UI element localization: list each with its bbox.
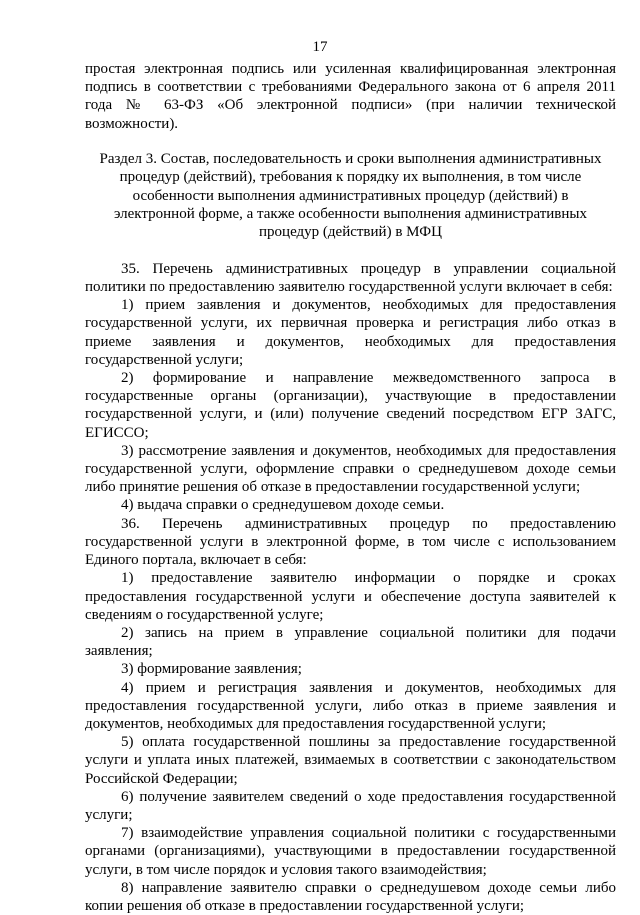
list-item-36-7: 7) взаимодействие управления социальной политики с государственными органами (организациями), участвующими в предоставлении государственной услуги, в том числе порядок и условия такого взаимодействия; (85, 825, 616, 878)
list-item-36-3: 3) формирование заявления; (121, 661, 302, 678)
list-item-36-5: 5) оплата государственной пошлины за предоставление государственной услуги и уплата иных платежей, взимаемых в соответствии с законодательством Российской Федерации; (85, 734, 616, 787)
document-body (85, 60, 616, 915)
list-item-36-6: 6) получение заявителем сведений о ходе предоставления государственной услуги; (85, 788, 616, 823)
list-item-36-2: 2) запись на прием в управление социальной политики для подачи заявления; (85, 624, 616, 660)
list-item-35-2: 2) формирование и направление межведомственного запроса в государственные органы (организации), участвующие в предоставлении государственной услуги, и (или) получение сведений посредством ЕГР ЗАГС, ЕГИССО; (85, 370, 616, 441)
intro-paragraph: простая электронная подпись или усиленная квалифицированная электронная подпись в соответствии с требованиями Федерального закона от 6 апреля 2011 года № 63-ФЗ «Об электронной подписи» (при наличии технической возможности). (85, 61, 616, 132)
list-item-35-3: 3) рассмотрение заявления и документов, необходимых для предоставления государственной услуги, оформление справки о среднедушевом доходе семьи либо принятие решения об отказе в предоставлении государственной услуги; (85, 442, 616, 496)
page-number: 17 (312, 39, 328, 55)
section-heading: Раздел 3. Состав, последовательность и сроки выполнения административных процедур (действий), требования к порядку их выполнения, в том числе особенности выполнения административных процедур (действий) в электронной форме, а также особенности выполнения административных процедур (действий) в МФЦ (99, 150, 602, 241)
list-item-36-8: 8) направление заявителю справки о среднедушевом доходе семьи либо копии решения об отказе в предоставлении государственной услуги; (85, 879, 616, 914)
list-item-36-1: 1) предоставление заявителю информации о порядке и сроках предоставления государственной услуги и обеспечение доступа заявителей к сведениям о государственной услуге; (85, 570, 616, 623)
list-item-35-4: 4) выдача справки о среднедушевом доходе семьи. (121, 497, 445, 514)
paragraph-36: 36. Перечень административных процедур по предоставлению государственной услуги в электронной форме, в том числе с использованием Единого портала, включает в себя: (85, 515, 616, 569)
list-item-35-1: 1) прием заявления и документов, необходимых для предоставления государственной услуги, их первичная проверка и регистрация либо отказ в приеме заявления и документов, необходимых для предоставления государственной услуги; (85, 297, 616, 368)
list-item-36-4: 4) прием и регистрация заявления и документов, необходимых для предоставления государственной услуги, либо отказ в приеме заявления и документов, необходимых для предоставления государственной услуги; (85, 679, 616, 732)
paragraph-35: 35. Перечень административных процедур в управлении социальной политики по предоставлению заявителю государственной услуги включает в себя: (85, 260, 616, 296)
